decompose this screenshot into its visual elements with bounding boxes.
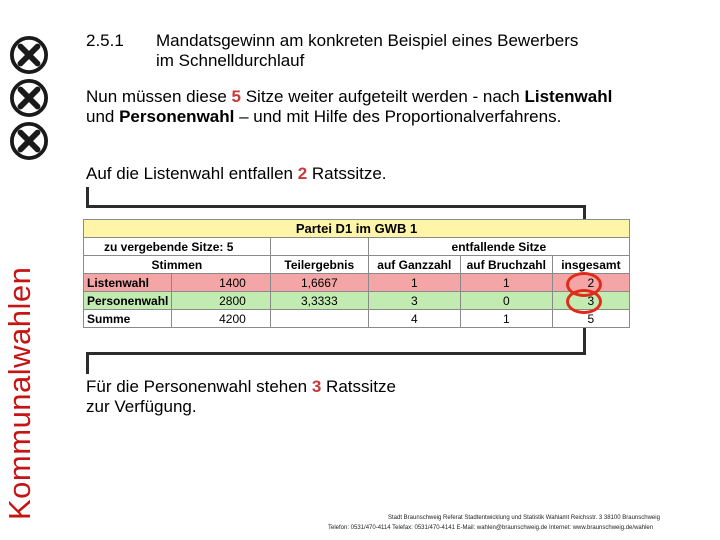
column-header: Stimmen [84,256,271,274]
sidebar [0,0,70,540]
cell-whole: 4 [368,310,460,328]
cell-fraction: 1 [460,310,552,328]
list-seats-pre: Auf die Listenwahl entfallen [86,164,298,183]
highlight-circle [566,289,602,314]
cell-partial: 1,6667 [270,274,368,292]
person-seat-count: 3 [311,377,322,396]
x-circle-icon [10,36,48,74]
cell-partial: 3,3333 [270,292,368,310]
intro-paragraph [86,87,612,127]
x-circle-icon [10,79,48,117]
table-seats-label: zu vergebende Sitze: 5 [84,238,271,256]
intro-list-word: Listenwahl [524,87,613,106]
cell-votes: 4200 [172,310,270,328]
row-label: Personenwahl [84,292,172,310]
table-falling-label: entfallende Sitze [368,238,629,256]
cell-whole: 1 [368,274,460,292]
cell-total: 2 [552,274,629,292]
person-seats-text [86,377,396,417]
footer-contact: Telefon: 0531/470-4114 Telefax: 0531/470-4141 E-Mail: wahlen@braunschweig.de Internet: www.braunschweig.de/wahlen [328,525,654,531]
section-number: 2.5.1 [86,31,124,50]
intro-text: – und mit Hilfe des Proportionalverfahrens. [234,107,562,126]
table-row [84,310,630,328]
section-title [156,31,578,71]
table-title: Partei D1 im GWB 1 [84,220,630,238]
intro-text: und [86,107,120,126]
cell-whole: 3 [368,292,460,310]
table-row [84,292,630,310]
table-row [84,274,630,292]
intro-person-word: Personenwahl [119,107,235,126]
list-seats-text [86,164,387,184]
table-blank [270,238,368,256]
sidebar-label: Kommunalwahlen [2,266,37,520]
column-header: Teilergebnis [270,256,368,274]
person-seats-post: Ratssitze [321,377,396,396]
intro-seat-count: 5 [231,87,241,106]
footer-address: Stadt Braunschweig Referat Stadtentwicklung und Statistik Wahlamt Reichsstr. 3 38100 Braunschweig [388,515,660,521]
cell-partial [270,310,368,328]
cell-fraction: 1 [460,274,552,292]
section-title-line2: im Schnelldurchlauf [156,51,305,70]
cell-votes: 2800 [172,292,270,310]
list-seats-post: Ratssitze. [307,164,387,183]
cell-total: 3 [552,292,629,310]
column-header: insgesamt [552,256,629,274]
list-seat-count: 2 [297,164,308,183]
row-label: Summe [84,310,172,328]
intro-text: Sitze weiter aufgeteilt werden - nach [241,87,525,106]
person-seats-line2: zur Verfügung. [86,397,197,416]
cell-votes: 1400 [172,274,270,292]
row-label: Listenwahl [84,274,172,292]
bracket-line [86,187,89,207]
section-title-line1: Mandatsgewinn am konkreten Beispiel eines Bewerbers [156,31,579,50]
person-seats-pre: Für die Personenwahl stehen [86,377,312,396]
bracket-line [86,352,586,355]
cell-total: 5 [552,310,629,328]
column-header: auf Bruchzahl [460,256,552,274]
intro-text: Nun müssen diese [86,87,232,106]
x-circle-icon [10,122,48,160]
bracket-line [86,352,89,374]
bracket-line [86,205,586,208]
seat-distribution-table [83,219,630,328]
column-header: auf Ganzzahl [368,256,460,274]
cell-fraction: 0 [460,292,552,310]
